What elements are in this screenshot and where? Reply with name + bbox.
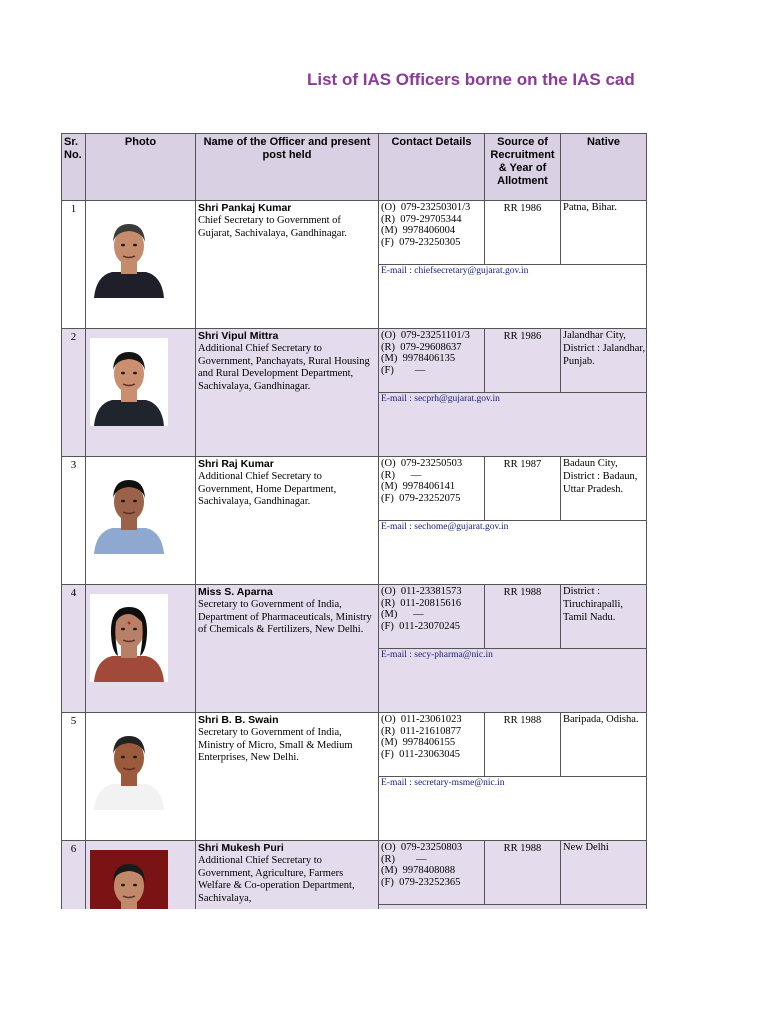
- officer-name-cell: [196, 841, 379, 910]
- source-cell: RR 1987: [485, 457, 561, 521]
- contact-residence: (R) 079-29608637: [381, 341, 462, 353]
- source-cell: RR 1986: [485, 329, 561, 393]
- sr-cell: 1: [62, 201, 86, 329]
- photo-cell: [86, 201, 196, 329]
- contact-fax: (F) 079-23252075: [381, 492, 461, 504]
- contact-cell: [379, 457, 485, 521]
- contact-fax: (F) 011-23063045: [381, 748, 460, 760]
- officer-name-cell: [196, 201, 379, 329]
- contact-mobile: (M) 9978406135: [381, 353, 456, 365]
- header-row: [62, 134, 647, 201]
- officer-photo: [90, 722, 168, 810]
- contact-office: (O) 079-23250301/3: [381, 202, 471, 213]
- contact-mobile: (M) 9978406004: [381, 225, 456, 237]
- contact-cell: [379, 713, 485, 777]
- sr-cell: 4: [62, 585, 86, 713]
- table-row: [62, 457, 647, 521]
- table-row: [62, 201, 647, 265]
- contact-office: (O) 011-23061023: [381, 714, 462, 725]
- native-cell: Patna, Bihar.: [561, 201, 647, 265]
- contact-residence: (R) 011-21610877: [381, 725, 462, 737]
- native-cell: Badaun City, District : Badaun, Uttar Pradesh.: [561, 457, 647, 521]
- contact-mobile: (M) 9978408088: [381, 865, 456, 877]
- email-cell[interactable]: E-mail : sechome@gujarat.gov.in: [379, 521, 647, 585]
- email-cell[interactable]: E-mail : chiefsecretary@gujarat.gov.in: [379, 265, 647, 329]
- officer-post: Additional Chief Secretary to Government, Agriculture, Farmers Welfare & Co-operation Department, Sachivalaya,: [198, 854, 355, 905]
- contact-residence: (R) —: [381, 853, 427, 865]
- header-photo: Photo: [86, 134, 196, 201]
- contact-fax: (F) 079-23250305: [381, 236, 461, 248]
- officer-name: Shri Vipul Mittra: [198, 330, 279, 342]
- officer-photo: [90, 210, 168, 298]
- photo-cell: [86, 713, 196, 841]
- table-row: [62, 713, 647, 777]
- officer-photo: [90, 466, 168, 554]
- officers-table-wrapper: [61, 133, 647, 909]
- table-row: [62, 841, 647, 905]
- sr-cell: 5: [62, 713, 86, 841]
- sr-cell: 2: [62, 329, 86, 457]
- officers-table: [61, 133, 647, 909]
- contact-fax: (F) 011-23070245: [381, 620, 460, 632]
- officer-name-cell: [196, 457, 379, 585]
- officer-name-cell: [196, 713, 379, 841]
- officer-name: Shri Raj Kumar: [198, 458, 274, 470]
- contact-mobile: (M) —: [381, 609, 424, 621]
- header-contact: Contact Details: [379, 134, 485, 201]
- contact-office: (O) 079-23250503: [381, 458, 463, 469]
- contact-cell: [379, 585, 485, 649]
- officer-post: Chief Secretary to Government of Gujarat, Sachivalaya, Gandhinagar.: [198, 214, 347, 239]
- officer-name-cell: [196, 585, 379, 713]
- officer-post: Secretary to Government of India, Department of Pharmaceuticals, Ministry of Chemicals & Fertilizers, New Delhi.: [198, 598, 372, 636]
- sr-cell: 3: [62, 457, 86, 585]
- source-cell: RR 1988: [485, 585, 561, 649]
- native-cell: New Delhi: [561, 841, 647, 905]
- page-title: List of IAS Officers borne on the IAS cad: [307, 70, 635, 89]
- photo-cell: [86, 457, 196, 585]
- officer-photo: [90, 850, 168, 909]
- contact-residence: (R) 011-20815616: [381, 597, 462, 609]
- officer-name: Shri B. B. Swain: [198, 714, 279, 726]
- contact-office: (O) 011-23381573: [381, 586, 462, 597]
- photo-cell: [86, 585, 196, 713]
- email-cell[interactable]: E-mail : secretary-msme@nic.in: [379, 777, 647, 841]
- header-name: Name of the Officer and present post held: [196, 134, 379, 201]
- header-native: Native: [561, 134, 647, 201]
- officer-post: Additional Chief Secretary to Government, Panchayats, Rural Housing and Rural Development Department, Sachivalaya, Gandhinagar.: [198, 342, 370, 393]
- native-cell: Baripada, Odisha.: [561, 713, 647, 777]
- contact-residence: (R) —: [381, 469, 422, 481]
- contact-cell: [379, 841, 485, 905]
- officer-post: Secretary to Government of India, Ministry of Micro, Small & Medium Enterprises, New Delhi.: [198, 726, 353, 764]
- officer-name: Shri Pankaj Kumar: [198, 202, 292, 214]
- photo-cell: [86, 329, 196, 457]
- source-cell: RR 1988: [485, 713, 561, 777]
- contact-cell: [379, 329, 485, 393]
- header-source: Source of Recruitment & Year of Allotment: [485, 134, 561, 201]
- table-row: [62, 585, 647, 649]
- contact-fax: (F) —: [381, 364, 426, 376]
- officer-name-cell: [196, 329, 379, 457]
- officer-name: Miss S. Aparna: [198, 586, 273, 598]
- email-cell[interactable]: [379, 905, 647, 910]
- officer-name: Shri Mukesh Puri: [198, 842, 284, 854]
- table-row: [62, 329, 647, 393]
- photo-cell: [86, 841, 196, 910]
- contact-office: (O) 079-23251101/3: [381, 330, 470, 341]
- native-cell: District : Tiruchirapalli, Tamil Nadu.: [561, 585, 647, 649]
- contact-mobile: (M) 9978406155: [381, 737, 456, 749]
- email-cell[interactable]: E-mail : secy-pharma@nic.in: [379, 649, 647, 713]
- officer-photo: [90, 338, 168, 426]
- contact-mobile: (M) 9978406141: [381, 481, 456, 493]
- contact-residence: (R) 079-29705344: [381, 213, 462, 225]
- officer-photo: [90, 594, 168, 682]
- contact-office: (O) 079-23250803: [381, 842, 463, 853]
- native-cell: Jalandhar City, District : Jalandhar, Punjab.: [561, 329, 647, 393]
- officer-post: Additional Chief Secretary to Government, Home Department, Sachivalaya, Gandhinagar.: [198, 470, 337, 508]
- contact-fax: (F) 079-23252365: [381, 876, 461, 888]
- source-cell: RR 1986: [485, 201, 561, 265]
- contact-cell: [379, 201, 485, 265]
- email-cell[interactable]: E-mail : secprh@gujarat.gov.in: [379, 393, 647, 457]
- header-sr: Sr. No.: [62, 134, 86, 201]
- source-cell: RR 1988: [485, 841, 561, 905]
- sr-cell: 6: [62, 841, 86, 910]
